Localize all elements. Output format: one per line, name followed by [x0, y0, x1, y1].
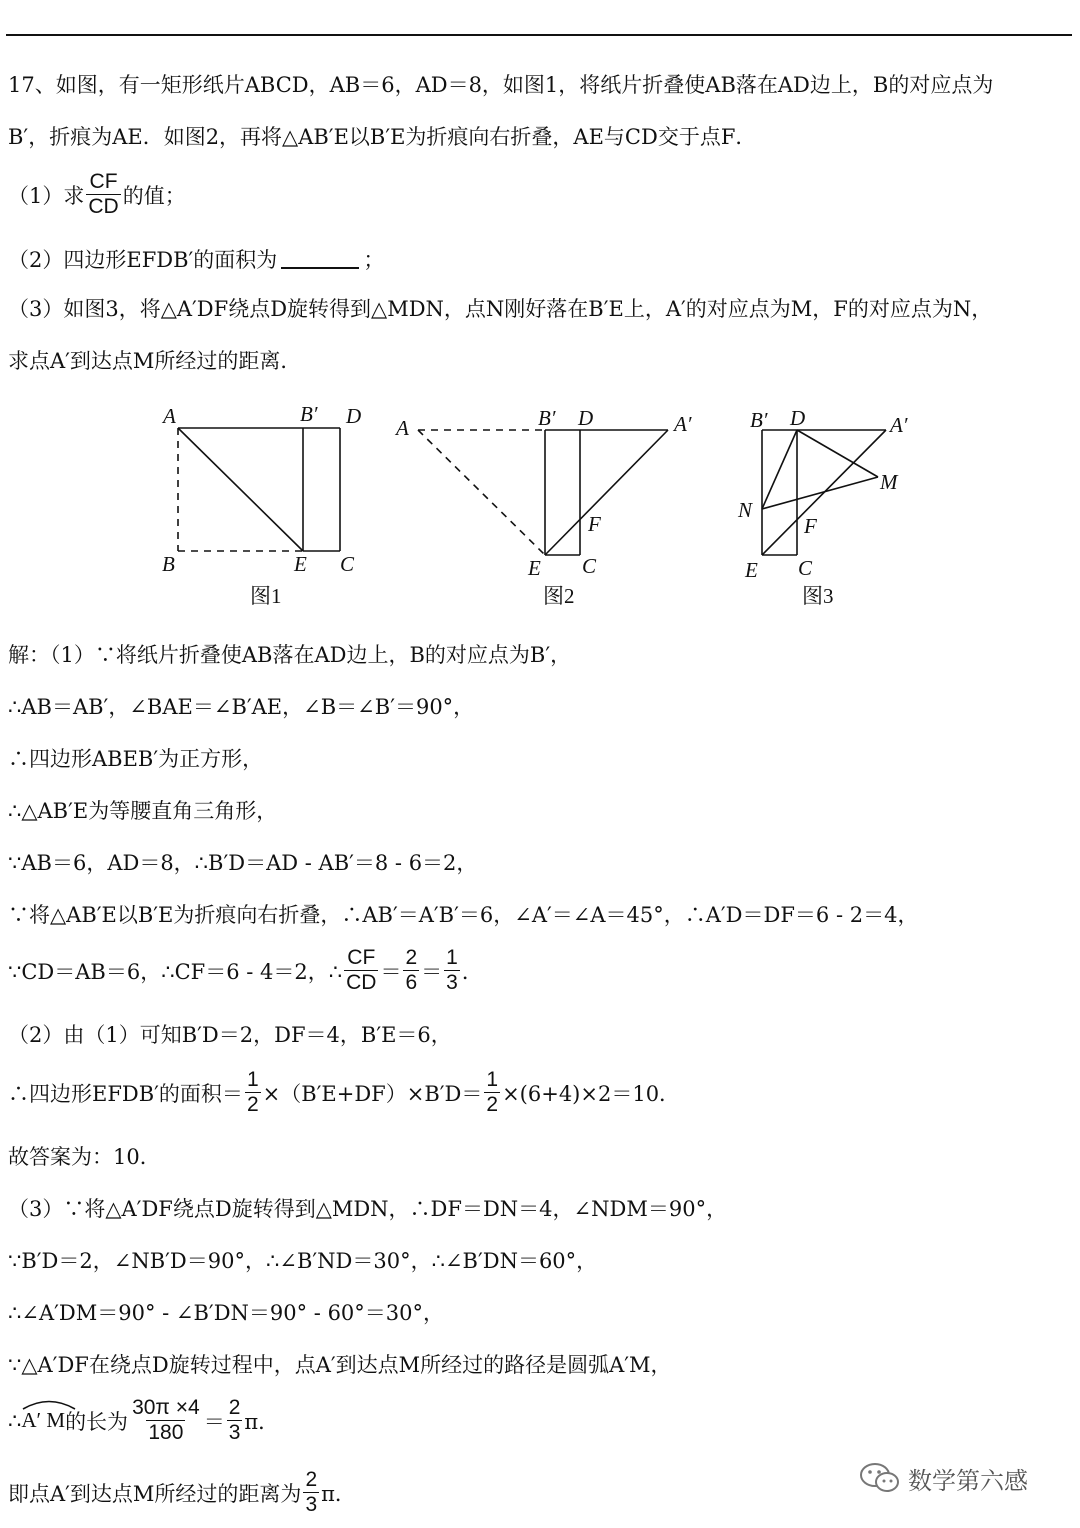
fig1-label-C: C	[340, 552, 355, 576]
s7-frac-1	[344, 946, 378, 995]
s15-frac-2	[227, 1396, 243, 1445]
s7-frac-2-num: 2	[405, 946, 418, 969]
top-rule	[6, 34, 1072, 36]
question-1	[8, 170, 186, 219]
arc-mark	[21, 1398, 77, 1410]
s7-frac-1-den: CD	[346, 971, 377, 994]
s15-frac-2-den: 3	[228, 1421, 241, 1444]
watermark	[858, 1460, 1028, 1496]
fig2-caption: 图2	[543, 584, 575, 608]
q2-suffix: ；	[363, 248, 385, 272]
q2-text: （2）四边形EFDB′的面积为	[8, 248, 278, 272]
q1-fraction	[86, 170, 120, 219]
solution-line-4: ∴△AB′E为等腰直角三角形，	[8, 799, 278, 823]
fig3-label-C: C	[798, 556, 813, 580]
fig3-label-B-prime: B′	[750, 408, 768, 432]
s9-text-b: ×（B′E+DF）×B′D＝	[262, 1081, 483, 1106]
s15-frac-1-den: 180	[148, 1421, 184, 1444]
solution-line-3: ∴四边形ABEB′为正方形，	[8, 747, 264, 771]
fig1-label-B-prime: B′	[300, 402, 318, 426]
solution-line-10: 故答案为：10．	[8, 1145, 161, 1169]
q1-prefix: （1）求	[8, 183, 85, 208]
solution-line-9	[8, 1068, 680, 1117]
solution-line-7	[8, 946, 483, 995]
s9-frac-1-num: 1	[246, 1068, 259, 1091]
s15-frac-1	[130, 1396, 202, 1445]
s16-frac-num: 2	[305, 1468, 318, 1491]
s15-frac-2-num: 2	[228, 1396, 241, 1419]
solution-line-8: （2）由（1）可知B′D＝2，DF＝4，B′E＝6，	[8, 1023, 452, 1047]
question-3-line-1: （3）如图3，将△A′DF绕点D旋转得到△MDN，点N刚好落在B′E上，A′的对应点为M，F的对应点为N，	[8, 297, 993, 321]
s15-frac-1-num: 30π ×4	[132, 1396, 200, 1419]
figure-1	[178, 428, 340, 551]
solution-line-12: ∵B′D＝2，∠NB′D＝90°，∴∠B′ND＝30°，∴∠B′DN＝60°，	[8, 1249, 598, 1273]
s7-eq-1: ＝	[380, 959, 402, 984]
s9-frac-2	[484, 1068, 500, 1117]
problem-line-1: 17、如图，有一矩形纸片ABCD，AB＝6，AD＝8，如图1，将纸片折叠使AB落在AD边上，B的对应点为	[8, 73, 994, 97]
fig3-label-A-prime: A′	[890, 413, 908, 437]
question-2	[8, 244, 384, 274]
s15-end: π．	[244, 1409, 280, 1434]
fig3-label-D: D	[790, 406, 806, 430]
solution-line-1: 解：（1）∵将纸片折叠使AB落在AD边上，B的对应点为B′，	[8, 643, 572, 667]
s15-text: 的长为	[65, 1409, 129, 1434]
q1-frac-num: CF	[89, 170, 118, 193]
fig2-label-B-prime: B′	[538, 406, 556, 430]
question-3-line-2: 求点A′到达点M所经过的距离．	[8, 349, 302, 373]
solution-line-15	[8, 1396, 279, 1445]
s16-frac	[303, 1468, 319, 1517]
fig3-caption: 图3	[802, 584, 834, 608]
solution-line-13: ∴∠A′DM＝90° - ∠B′DN＝90° - 60°＝30°，	[8, 1301, 445, 1325]
s9-frac-1-den: 2	[246, 1093, 259, 1116]
s7-text: ∵CD＝AB＝6，∴CF＝6 - 4＝2，∴	[8, 959, 343, 984]
fig3-label-M: M	[880, 470, 898, 494]
fig1-label-A: A	[163, 404, 176, 428]
s15-eq: ＝	[203, 1409, 225, 1434]
fig3-label-F: F	[804, 514, 817, 538]
fig1-label-D: D	[346, 404, 362, 428]
s7-frac-3	[444, 946, 460, 995]
s7-frac-3-den: 3	[446, 971, 458, 994]
fig2-label-D: D	[578, 406, 594, 430]
solution-line-16	[8, 1468, 356, 1517]
figure-3	[762, 430, 886, 555]
s7-eq-2: ＝	[421, 959, 443, 984]
s7-frac-1-num: CF	[347, 946, 376, 969]
fig2-label-A: A	[396, 416, 409, 440]
s16-frac-den: 3	[305, 1493, 318, 1516]
fig3-label-N: N	[738, 498, 753, 522]
s7-frac-3-num: 1	[446, 946, 458, 969]
s16-text: 即点A′到达点M所经过的距离为	[8, 1481, 302, 1506]
solution-line-5: ∵AB＝6，AD＝8，∴B′D＝AD - AB′＝8 - 6＝2，	[8, 851, 478, 875]
q1-frac-den: CD	[88, 195, 119, 218]
s7-frac-2	[403, 946, 419, 995]
wechat-icon	[858, 1460, 902, 1496]
fig1-label-E: E	[294, 552, 307, 576]
answer-blank	[281, 249, 359, 269]
solution-line-2: ∴AB＝AB′，∠BAE＝∠B′AE，∠B＝∠B′＝90°，	[8, 695, 475, 719]
solution-line-11: （3）∵将△A′DF绕点D旋转得到△MDN，∴DF＝DN＝4，∠NDM＝90°，	[8, 1197, 728, 1221]
arc-label: A′ M	[21, 1408, 66, 1432]
s9-frac-2-den: 2	[486, 1093, 499, 1116]
fig3-label-E: E	[745, 558, 758, 582]
solution-line-14: ∵△A′DF在绕点D旋转过程中，点A′到达点M所经过的路径是圆弧A′M，	[8, 1353, 672, 1377]
figure-2	[418, 430, 668, 555]
s16-end: π．	[321, 1481, 356, 1506]
fig1-label-B: B	[162, 552, 175, 576]
arc-notation	[21, 1408, 65, 1433]
fig2-label-C: C	[582, 554, 597, 578]
fig2-label-F: F	[588, 512, 601, 536]
s9-frac-2-num: 1	[486, 1068, 499, 1091]
watermark-text: 数学第六感	[908, 1466, 1028, 1495]
fig1-caption: 图1	[250, 584, 282, 608]
q1-suffix: 的值；	[122, 183, 186, 208]
s15-prefix: ∴	[8, 1408, 22, 1433]
s7-end: ．	[461, 959, 483, 984]
fig2-label-E: E	[528, 556, 541, 580]
s7-frac-2-den: 6	[405, 971, 418, 994]
problem-line-2: B′，折痕为AE．如图2，再将△AB′E以B′E为折痕向右折叠，AE与CD交于点F．	[8, 125, 757, 149]
s9-text-c: ×(6+4)×2＝10．	[502, 1081, 681, 1106]
solution-line-6: ∵将△AB′E以B′E为折痕向右折叠，∴AB′＝A′B′＝6，∠A′＝∠A＝45°，∴A′D＝DF＝6 - 2＝4，	[8, 903, 919, 927]
s9-text-a: ∴四边形EFDB′的面积＝	[8, 1081, 243, 1106]
s9-frac-1	[245, 1068, 261, 1117]
figures	[0, 395, 1080, 615]
fig2-label-A-prime: A′	[674, 412, 692, 436]
